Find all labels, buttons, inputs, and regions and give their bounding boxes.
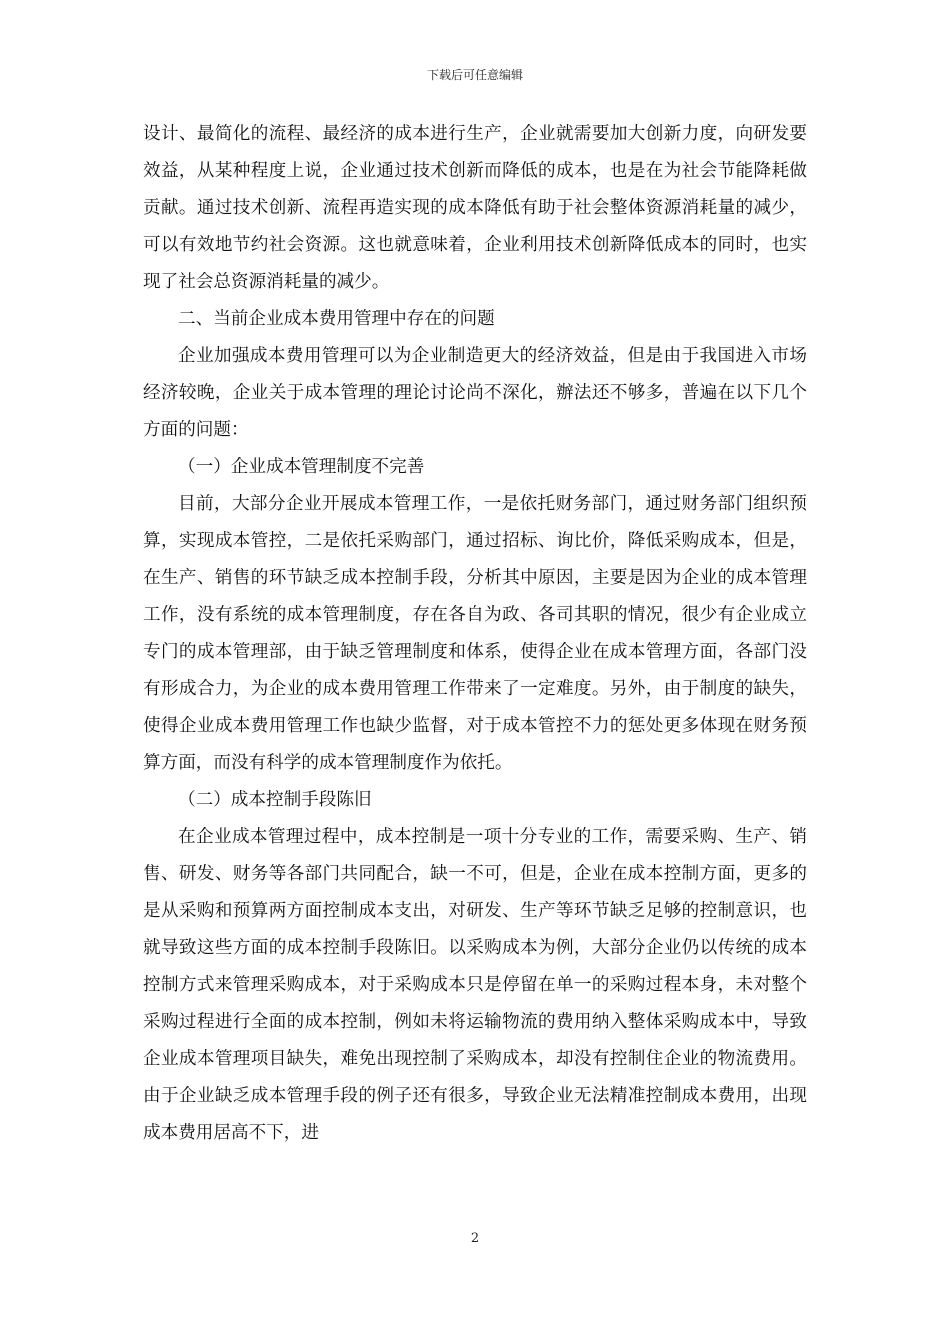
- page-number: 2: [470, 1231, 480, 1246]
- section-heading-2: 二、当前企业成本费用管理中存在的问题: [178, 309, 495, 329]
- paragraph-4: 在企业成本管理过程中，成本控制是一项十分专业的工作，需要采购、生产、销售、研发、财务等各部门共同配合，缺一不可，但是，企业在成本控制方面，更多的是从采购和预算两方面控制成本支出，对研发、生产等环节缺乏足够的控制意识，也就导致这些方面的成本控制手段陈旧。以采购成本为例，大部分企业仍以传统的成本控制方式来管理采购成本，对于采购成本只是停留在单一的采购过程本身，未对整个采购过程进行全面的成本控制，例如未将运输物流的费用纳入整体采购成本中，导致企业成本管理项目缺失，难免出现控制了采购成本，却没有控制住企业的物流费用。由于企业缺乏成本管理手段的例子还有很多，导致企业无法精准控制成本费用，出现成本费用居高不下，进: [143, 827, 807, 1143]
- subsection-heading-1: （一）企业成本管理制度不完善: [178, 457, 425, 477]
- document-body: [143, 116, 807, 1152]
- subsection-heading-2: （二）成本控制手段陈旧: [178, 790, 372, 810]
- paragraph-1: 设计、最简化的流程、最经济的成本进行生产，企业就需要加大创新力度，向研发要效益，从某种程度上说，企业通过技术创新而降低的成本，也是在为社会节能降耗做贡献。通过技术创新、流程再造实现的成本降低有助于社会整体资源消耗量的减少，可以有效地节约社会资源。这也就意味着，企业利用技术创新降低成本的同时，也实现了社会总资源消耗量的减少。: [143, 124, 807, 292]
- paragraph-3: 目前，大部分企业开展成本管理工作，一是依托财务部门，通过财务部门组织预算，实现成本管控，二是依托采购部门，通过招标、询比价，降低采购成本，但是，在生产、销售的环节缺乏成本控制手段，分析其中原因，主要是因为企业的成本管理工作，没有系统的成本管理制度，存在各自为政、各司其职的情况，很少有企业成立专门的成本管理部，由于缺乏管理制度和体系，使得企业在成本管理方面，各部门没有形成合力，为企业的成本费用管理工作带来了一定难度。另外，由于制度的缺失，使得企业成本费用管理工作也缺少监督，对于成本管控不力的惩处更多体现在财务预算方面，而没有科学的成本管理制度作为依托。: [143, 494, 807, 773]
- paragraph-2: 企业加强成本费用管理可以为企业制造更大的经济效益，但是由于我国进入市场经济较晚，企业关于成本管理的理论讨论尚不深化，辦法还不够多，普遍在以下几个方面的问题：: [143, 346, 807, 440]
- page-header: 下载后可任意编辑: [426, 68, 523, 82]
